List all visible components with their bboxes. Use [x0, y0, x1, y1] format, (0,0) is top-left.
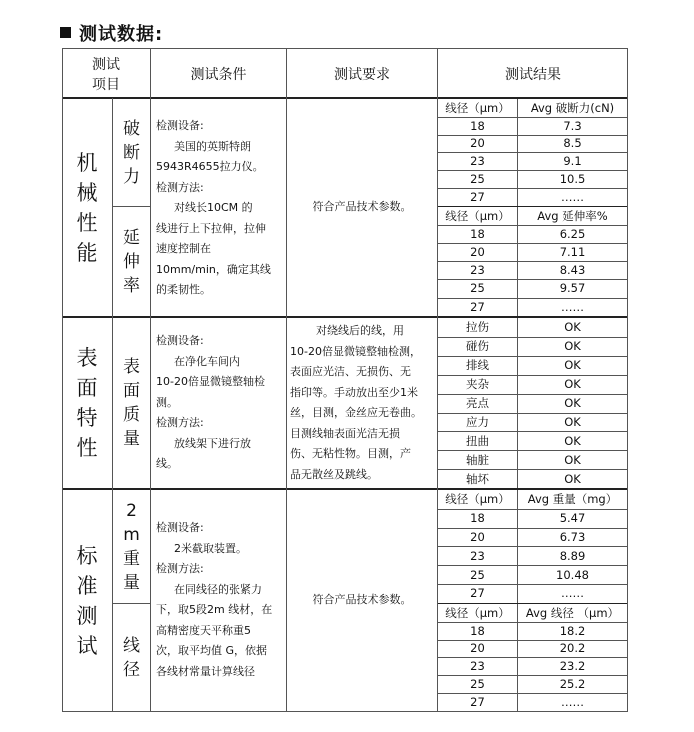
- check-item: 轴坏: [466, 471, 489, 486]
- check-result: OK: [564, 471, 581, 486]
- table-cell-value: 7.11: [559, 245, 586, 260]
- test-data-table: [62, 48, 628, 712]
- table-cell-diameter: 23: [470, 548, 485, 563]
- table-cell-value: ……: [561, 189, 584, 204]
- table-cell-diameter: 20: [470, 529, 485, 544]
- table-col1-header: 线径（μm）: [445, 209, 510, 224]
- table-cell-diameter: 23: [470, 659, 485, 674]
- table-cell-diameter: 23: [470, 263, 485, 278]
- table-cell-value: ……: [561, 694, 584, 709]
- table-cell-value: 23.2: [559, 659, 586, 674]
- condition-text-standard: 检测设备: 2米截取装置。 检测方法: 在同线径的张紧力 下，取5段2m 线材，在 高精密度天平称重5 次，取平均值 G，依据 各线材常量计算线径: [156, 521, 273, 678]
- table-cell-diameter: 27: [470, 189, 485, 204]
- table-cell-value: 8.89: [559, 548, 586, 563]
- table-cell-diameter: 25: [470, 677, 485, 692]
- requirement-text-surface: 对绕线后的线，用 10-20倍显微镜整轴检测， 表面应光洁、无损伤、无 指印等。手动放出至少1米 丝，目测，金丝应无卷曲。 目测线轴表面光洁无损 伤、无粘性物。目测，产 品无散丝及跳线。: [290, 324, 422, 481]
- table-col1-header: 线径（μm）: [445, 100, 510, 115]
- table-cell-value: 25.2: [559, 677, 586, 692]
- table-cell-diameter: 23: [470, 154, 485, 169]
- table-cell-value: 9.57: [559, 281, 586, 296]
- check-result: OK: [564, 433, 581, 448]
- header-result: 测试结果: [505, 67, 561, 83]
- check-item: 排线: [466, 358, 489, 373]
- table-col2-header: Avg 延伸率%: [537, 209, 608, 224]
- check-item: 碰伤: [466, 339, 489, 354]
- check-item: 轴脏: [466, 452, 489, 467]
- table-cell-diameter: 20: [470, 136, 485, 151]
- check-item: 应力: [466, 414, 489, 429]
- category-mechanical: 机械性能: [76, 150, 98, 265]
- table-cell-diameter: 27: [470, 586, 485, 601]
- table-cell-diameter: 25: [470, 281, 485, 296]
- check-result: OK: [564, 358, 581, 373]
- check-item: 拉伤: [466, 320, 489, 335]
- table-cell-value: 10.5: [559, 172, 586, 187]
- table-cell-value: 8.43: [559, 263, 586, 278]
- table-cell-diameter: 20: [470, 641, 485, 656]
- check-item: 夹杂: [466, 377, 489, 392]
- requirement-text-mechanical: 符合产品技术参数。: [312, 200, 412, 214]
- column-divider: [517, 99, 518, 206]
- header-item-line1: 测试: [92, 57, 120, 73]
- subitem-breaking-force: 破断力: [123, 118, 140, 187]
- table-col1-header: 线径（μm）: [445, 492, 510, 507]
- square-bullet-icon: [60, 27, 71, 38]
- category-standard: 标准测试: [76, 543, 98, 658]
- header-item-line2: 项目: [92, 77, 120, 93]
- table-cell-diameter: 18: [470, 511, 485, 526]
- table-cell-value: 5.47: [559, 511, 586, 526]
- check-result: OK: [564, 396, 581, 411]
- subitem-surface-quality: 表面质量: [123, 357, 140, 449]
- check-item: 亮点: [466, 396, 489, 411]
- table-cell-diameter: 25: [470, 172, 485, 187]
- category-surface: 表面特性: [76, 346, 98, 460]
- column-divider: [517, 490, 518, 603]
- table-cell-value: 9.1: [563, 154, 582, 169]
- check-result: OK: [564, 377, 581, 392]
- table-cell-diameter: 25: [470, 567, 485, 582]
- column-divider: [517, 604, 518, 711]
- table-cell-diameter: 18: [470, 623, 485, 638]
- table-cell-value: 6.73: [559, 529, 586, 544]
- section-title-text: 测试数据:: [79, 24, 164, 45]
- check-result: OK: [564, 414, 581, 429]
- check-result: OK: [564, 339, 581, 354]
- table-cell-diameter: 27: [470, 299, 485, 314]
- header-requirement: 测试要求: [334, 67, 390, 83]
- table-cell-value: 7.3: [563, 118, 582, 133]
- table-cell-value: 8.5: [563, 136, 582, 151]
- requirement-text-standard: 符合产品技术参数。: [312, 593, 412, 607]
- table-cell-value: 18.2: [559, 623, 586, 638]
- table-cell-value: ……: [561, 299, 584, 314]
- check-result: OK: [564, 320, 581, 335]
- header-test-item: [62, 50, 150, 98]
- table-cell-diameter: 18: [470, 227, 485, 242]
- table-cell-diameter: 20: [470, 245, 485, 260]
- check-result: OK: [564, 452, 581, 467]
- header-condition: 测试条件: [190, 67, 247, 83]
- table-cell-value: ……: [561, 586, 584, 601]
- table-cell-value: 20.2: [559, 641, 586, 656]
- table-cell-diameter: 18: [470, 118, 485, 133]
- subitem-wire-diameter: 线径: [123, 635, 140, 680]
- subitem-elongation: 延伸率: [123, 227, 140, 296]
- column-divider: [517, 207, 518, 316]
- table-col2-header: Avg 重量（mg）: [527, 492, 618, 507]
- table-col2-header: Avg 线径 （μm）: [525, 605, 620, 620]
- section-title: [60, 20, 163, 46]
- check-item: 扭曲: [466, 433, 489, 448]
- table-cell-value: 10.48: [556, 567, 589, 582]
- subitem-2m-weight: 2m重量: [123, 500, 140, 593]
- condition-text-mechanical: 检测设备: 美国的英斯特朗 5943R4655拉力仪。 检测方法: 对线长10CM 的 线进行上下拉伸，拉伸 速度控制在 10mm/min，确定其线 的柔韧性。: [156, 119, 271, 296]
- table-cell-diameter: 27: [470, 694, 485, 709]
- table-cell-value: 6.25: [559, 227, 586, 242]
- table-col2-header: Avg 破断力(cN): [530, 100, 615, 115]
- column-divider: [517, 318, 518, 488]
- condition-text-surface: 检测设备: 在净化车间内 10-20倍显微镜整轴检 测。 检测方法: 放线架下进行放 线。: [156, 334, 265, 470]
- table-col1-header: 线径（μm）: [445, 605, 510, 620]
